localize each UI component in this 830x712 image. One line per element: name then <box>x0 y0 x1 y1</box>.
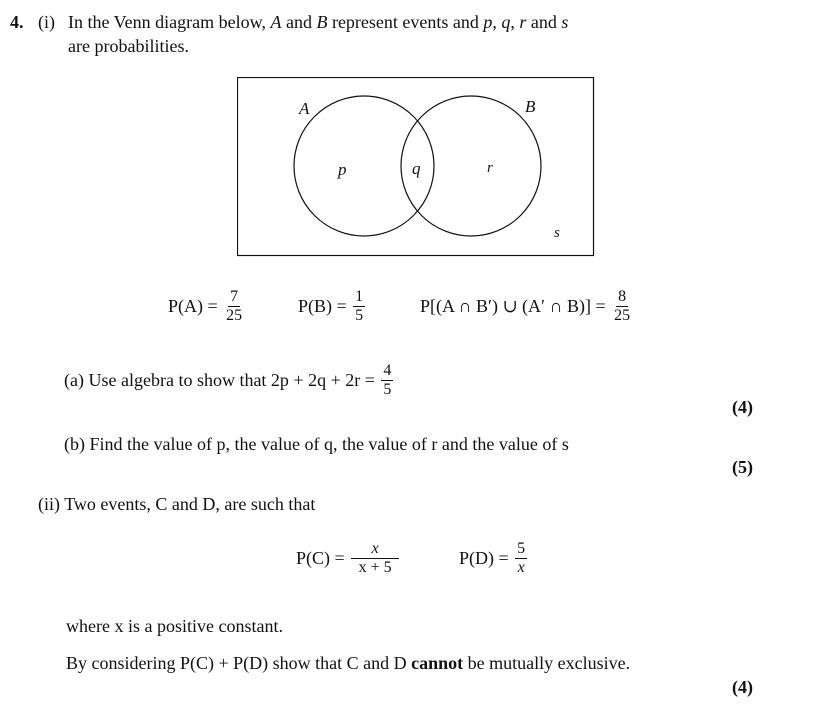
venn-region-r: r <box>487 160 493 176</box>
prob-b-lhs: P(B) = <box>298 296 347 316</box>
part-i-line2: are probabilities. <box>68 36 189 56</box>
line1-event-b: B <box>316 12 328 32</box>
part-ii-intro-text: Two events, C and D, are such that <box>64 494 316 514</box>
line1-var-p: p <box>483 12 493 32</box>
prob-d-den: x <box>517 559 525 576</box>
part-b-marks: (5) <box>732 457 753 477</box>
part-a-text: Use algebra to show that 2p + 2q + 2r = <box>88 370 375 390</box>
part-ii-where: where x is a positive constant. <box>66 616 283 636</box>
part-a-num: 4 <box>383 362 392 379</box>
part-i-label: (i) <box>38 12 55 32</box>
part-a-marks: (4) <box>732 397 753 417</box>
prob-a-lhs: P(A) = <box>168 296 218 316</box>
prob-b-expression <box>298 288 367 325</box>
prob-a-den: 25 <box>226 307 243 324</box>
line1-event-a: A <box>270 12 282 32</box>
part-b-text: Find the value of p, the value of q, the value of r and the value of s <box>89 434 569 454</box>
question-number: 4. <box>10 12 24 32</box>
prob-d-lhs: P(D) = <box>459 548 509 568</box>
part-i-line1 <box>68 12 568 33</box>
prob-c-den: x + 5 <box>358 559 392 576</box>
prob-union-fraction <box>612 288 632 325</box>
part-b <box>64 434 569 455</box>
consider-pre: By considering P(C) + P(D) show that C and D <box>66 653 412 673</box>
part-ii-intro <box>38 494 315 515</box>
prob-union-num: 8 <box>618 288 627 305</box>
prob-d-expression <box>459 540 529 577</box>
part-a-fraction <box>381 362 393 399</box>
part-ii-marks: (4) <box>732 677 753 697</box>
prob-d-num: 5 <box>517 540 526 557</box>
venn-diagram <box>237 77 595 257</box>
line1-var-q: q <box>501 12 511 32</box>
prob-union-lhs: P[(A ∩ B′) ∪ (A′ ∩ B)] = <box>420 296 606 316</box>
prob-c-expression <box>296 540 401 577</box>
part-ii-consider <box>66 653 630 674</box>
venn-region-s: s <box>554 225 560 241</box>
venn-label-b: B <box>525 97 536 116</box>
line1-text: , <box>510 12 520 32</box>
line1-text: and <box>281 12 317 32</box>
prob-c-fraction <box>351 540 399 577</box>
prob-b-fraction <box>353 288 365 325</box>
part-a <box>64 362 395 399</box>
part-ii-label: (ii) <box>38 494 60 514</box>
prob-c-lhs: P(C) = <box>296 548 345 568</box>
line1-var-r: r <box>519 12 527 32</box>
venn-region-q: q <box>412 159 421 178</box>
prob-union-den: 25 <box>614 307 631 324</box>
prob-b-num: 1 <box>355 288 364 305</box>
prob-c-num: x <box>351 540 399 559</box>
line1-text: represent events and <box>327 12 484 32</box>
line1-text: , <box>492 12 502 32</box>
prob-b-den: 5 <box>355 307 364 324</box>
part-a-den: 5 <box>383 381 392 398</box>
line1-text: and <box>526 12 562 32</box>
prob-d-fraction <box>515 540 527 577</box>
venn-circle-b <box>401 96 541 236</box>
line1-text: In the Venn diagram below, <box>68 12 271 32</box>
part-b-label: (b) <box>64 434 85 454</box>
consider-bold: cannot <box>411 653 464 673</box>
prob-union-expression <box>420 288 634 325</box>
line1-var-s: s <box>561 12 569 32</box>
venn-label-a: A <box>299 99 310 118</box>
consider-post: be mutually exclusive. <box>463 653 631 673</box>
venn-region-p: p <box>338 160 347 179</box>
prob-a-fraction <box>224 288 244 325</box>
prob-a-num: 7 <box>230 288 239 305</box>
prob-a-expression <box>168 288 246 325</box>
part-a-label: (a) <box>64 370 84 390</box>
